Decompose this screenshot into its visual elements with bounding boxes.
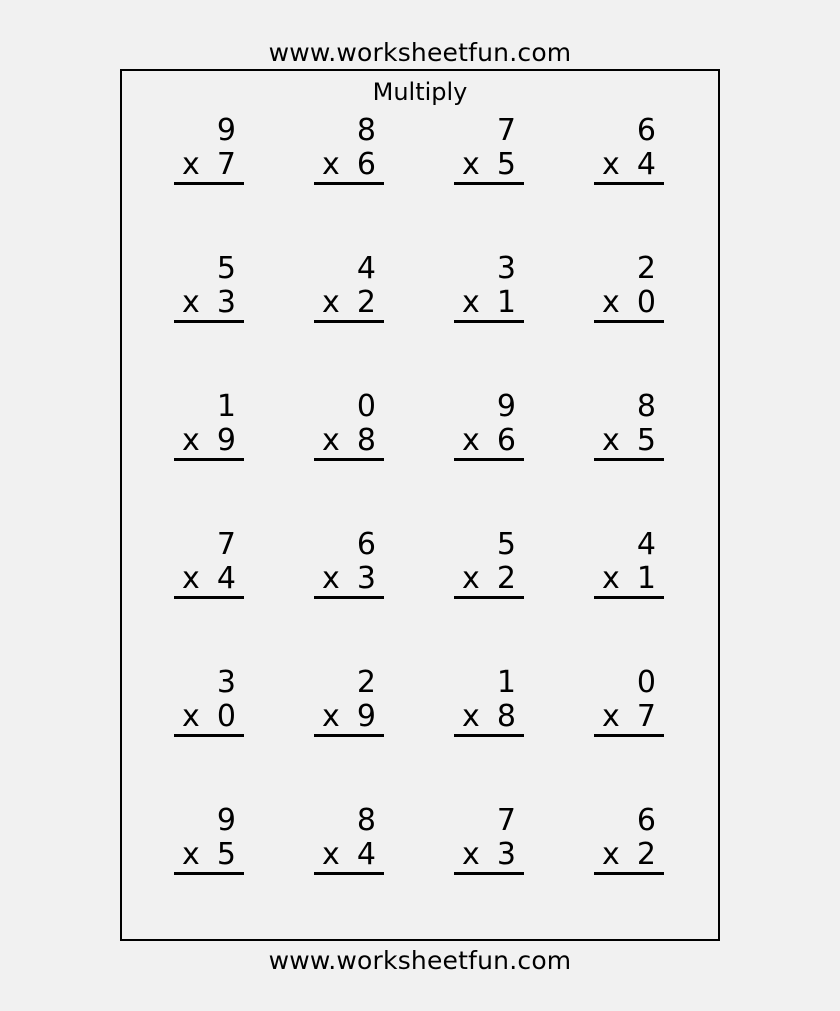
header-url: www.worksheetfun.com bbox=[268, 38, 572, 67]
multiplier: 1 bbox=[636, 561, 656, 596]
multiplier: 5 bbox=[636, 423, 656, 458]
multiply-sign: x bbox=[322, 699, 340, 734]
multiply-sign: x bbox=[182, 699, 200, 734]
answer-line bbox=[594, 320, 664, 323]
multiply-sign: x bbox=[322, 561, 340, 596]
multiplication-problem bbox=[594, 803, 664, 873]
multiplicand: 8 bbox=[356, 803, 376, 838]
multiplication-problem bbox=[594, 251, 664, 321]
multiplicand: 3 bbox=[216, 665, 236, 700]
multiply-sign: x bbox=[322, 147, 340, 182]
multiplicand: 9 bbox=[216, 113, 236, 148]
multiplicand: 4 bbox=[636, 527, 656, 562]
multiplicand: 9 bbox=[496, 389, 516, 424]
multiply-sign: x bbox=[462, 699, 480, 734]
multiplicand: 7 bbox=[496, 803, 516, 838]
multiplicand: 7 bbox=[496, 113, 516, 148]
multiplier: 4 bbox=[356, 837, 376, 872]
multiplication-problem bbox=[174, 389, 244, 459]
answer-line bbox=[594, 596, 664, 599]
multiplier: 5 bbox=[216, 837, 236, 872]
multiply-sign: x bbox=[182, 423, 200, 458]
multiplier: 3 bbox=[496, 837, 516, 872]
multiply-sign: x bbox=[462, 147, 480, 182]
answer-line bbox=[314, 872, 384, 875]
multiply-sign: x bbox=[462, 561, 480, 596]
multiplicand: 4 bbox=[356, 251, 376, 286]
multiplication-problem bbox=[594, 113, 664, 183]
answer-line bbox=[314, 182, 384, 185]
problem-grid bbox=[174, 113, 734, 873]
multiply-sign: x bbox=[182, 561, 200, 596]
multiply-sign: x bbox=[462, 423, 480, 458]
multiplier: 5 bbox=[496, 147, 516, 182]
multiply-sign: x bbox=[602, 699, 620, 734]
answer-line bbox=[454, 458, 524, 461]
multiplication-problem bbox=[594, 527, 664, 597]
multiply-sign: x bbox=[322, 837, 340, 872]
multiplier: 9 bbox=[216, 423, 236, 458]
answer-line bbox=[454, 872, 524, 875]
multiplier: 9 bbox=[356, 699, 376, 734]
answer-line bbox=[314, 734, 384, 737]
multiply-sign: x bbox=[602, 423, 620, 458]
answer-line bbox=[594, 458, 664, 461]
multiplicand: 1 bbox=[216, 389, 236, 424]
multiplier: 7 bbox=[636, 699, 656, 734]
multiplication-problem bbox=[174, 251, 244, 321]
multiplicand: 3 bbox=[496, 251, 516, 286]
multiplication-problem bbox=[454, 251, 524, 321]
multiplicand: 5 bbox=[216, 251, 236, 286]
multiply-sign: x bbox=[182, 285, 200, 320]
multiplicand: 2 bbox=[636, 251, 656, 286]
answer-line bbox=[594, 734, 664, 737]
multiplication-problem bbox=[314, 113, 384, 183]
multiplier: 8 bbox=[496, 699, 516, 734]
multiply-sign: x bbox=[322, 423, 340, 458]
answer-line bbox=[454, 596, 524, 599]
answer-line bbox=[174, 872, 244, 875]
multiply-sign: x bbox=[462, 285, 480, 320]
multiplication-problem bbox=[594, 665, 664, 735]
answer-line bbox=[174, 458, 244, 461]
multiplicand: 6 bbox=[636, 803, 656, 838]
multiplicand: 5 bbox=[496, 527, 516, 562]
footer-url: www.worksheetfun.com bbox=[268, 946, 572, 975]
multiplication-problem bbox=[174, 665, 244, 735]
answer-line bbox=[174, 182, 244, 185]
multiplier: 6 bbox=[356, 147, 376, 182]
multiplier: 3 bbox=[356, 561, 376, 596]
multiplication-problem bbox=[314, 527, 384, 597]
multiplication-problem bbox=[454, 803, 524, 873]
multiply-sign: x bbox=[602, 147, 620, 182]
multiplicand: 7 bbox=[216, 527, 236, 562]
multiplier: 4 bbox=[636, 147, 656, 182]
multiplicand: 2 bbox=[356, 665, 376, 700]
multiplication-problem bbox=[314, 251, 384, 321]
multiply-sign: x bbox=[602, 285, 620, 320]
multiply-sign: x bbox=[462, 837, 480, 872]
answer-line bbox=[174, 320, 244, 323]
answer-line bbox=[594, 182, 664, 185]
multiplicand: 0 bbox=[356, 389, 376, 424]
multiplier: 2 bbox=[636, 837, 656, 872]
answer-line bbox=[314, 320, 384, 323]
multiplier: 1 bbox=[496, 285, 516, 320]
multiplication-problem bbox=[314, 389, 384, 459]
multiplier: 2 bbox=[356, 285, 376, 320]
answer-line bbox=[174, 734, 244, 737]
multiplicand: 6 bbox=[636, 113, 656, 148]
worksheet-frame bbox=[120, 69, 720, 941]
answer-line bbox=[314, 596, 384, 599]
multiplication-problem bbox=[314, 665, 384, 735]
multiplicand: 9 bbox=[216, 803, 236, 838]
multiplication-problem bbox=[454, 389, 524, 459]
worksheet-title: Multiply bbox=[372, 78, 468, 106]
multiply-sign: x bbox=[602, 837, 620, 872]
multiplication-problem bbox=[454, 527, 524, 597]
multiplication-problem bbox=[174, 527, 244, 597]
multiplication-problem bbox=[174, 113, 244, 183]
multiplier: 0 bbox=[636, 285, 656, 320]
multiplication-problem bbox=[314, 803, 384, 873]
multiplicand: 1 bbox=[496, 665, 516, 700]
multiplier: 6 bbox=[496, 423, 516, 458]
multiplier: 2 bbox=[496, 561, 516, 596]
multiply-sign: x bbox=[602, 561, 620, 596]
multiplier: 0 bbox=[216, 699, 236, 734]
multiplicand: 6 bbox=[356, 527, 376, 562]
multiplier: 7 bbox=[216, 147, 236, 182]
multiplication-problem bbox=[454, 113, 524, 183]
multiply-sign: x bbox=[322, 285, 340, 320]
answer-line bbox=[454, 734, 524, 737]
multiplication-problem bbox=[174, 803, 244, 873]
answer-line bbox=[314, 458, 384, 461]
multiplier: 4 bbox=[216, 561, 236, 596]
multiplicand: 8 bbox=[356, 113, 376, 148]
multiplier: 8 bbox=[356, 423, 376, 458]
answer-line bbox=[454, 182, 524, 185]
multiplicand: 0 bbox=[636, 665, 656, 700]
multiplication-problem bbox=[454, 665, 524, 735]
answer-line bbox=[454, 320, 524, 323]
multiply-sign: x bbox=[182, 837, 200, 872]
answer-line bbox=[594, 872, 664, 875]
multiply-sign: x bbox=[182, 147, 200, 182]
multiplicand: 8 bbox=[636, 389, 656, 424]
multiplication-problem bbox=[594, 389, 664, 459]
multiplier: 3 bbox=[216, 285, 236, 320]
answer-line bbox=[174, 596, 244, 599]
